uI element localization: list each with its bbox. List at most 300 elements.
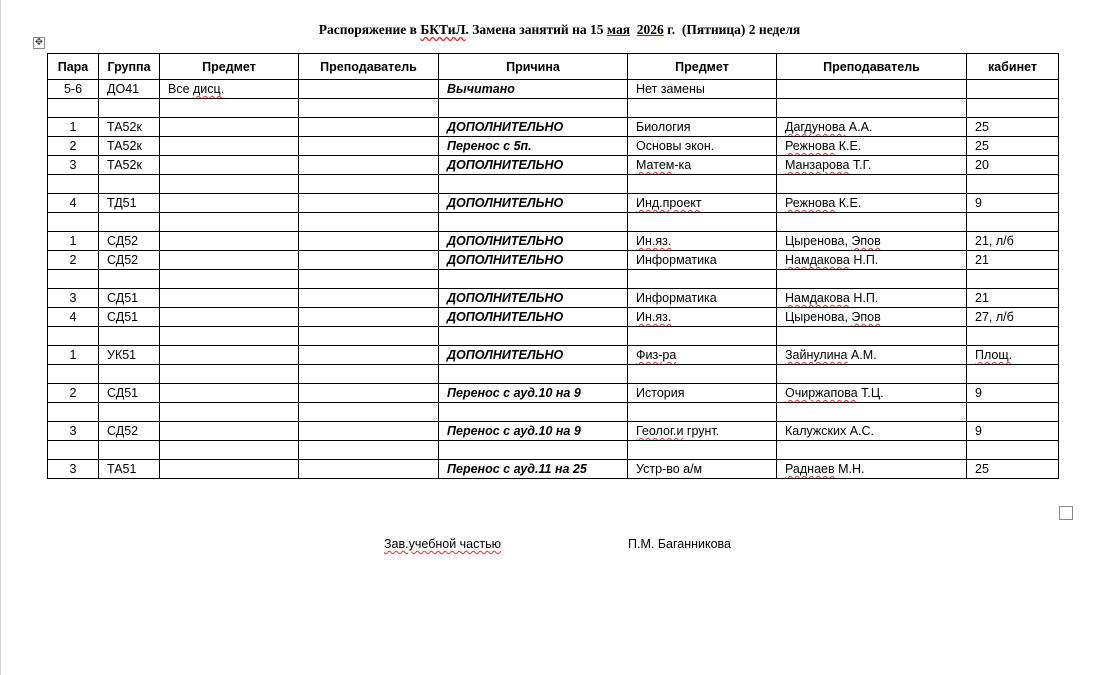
table-row: [48, 441, 1059, 460]
cell-new-teacher[interactable]: [777, 327, 967, 346]
cell-text: 3: [69, 291, 77, 305]
cell-reason[interactable]: [439, 441, 628, 460]
cell-teacher[interactable]: [299, 270, 439, 289]
cell-group[interactable]: [99, 251, 160, 270]
cell-text: 1: [69, 120, 77, 134]
cell-subject[interactable]: [160, 156, 299, 175]
cell-subject[interactable]: [160, 289, 299, 308]
cell-text: 3: [69, 462, 77, 476]
cell-text: История: [636, 386, 685, 400]
cell-text: 9: [975, 424, 982, 438]
cell-new-teacher[interactable]: [777, 194, 967, 213]
cell-text: ДО41: [107, 82, 140, 96]
header-subject: Предмет: [160, 54, 299, 80]
header-room: кабинет: [967, 54, 1059, 80]
cell-text: 21, л/б: [975, 234, 1014, 248]
cell-pair[interactable]: [48, 175, 99, 194]
title-gap: [630, 22, 637, 37]
cell-text: Намдакова Н.П.: [785, 291, 879, 305]
cell-new-subject[interactable]: [628, 118, 777, 137]
spellcheck-mark: Намдакова: [785, 253, 850, 267]
cell-text: ТА52к: [107, 120, 142, 134]
cell-group[interactable]: [99, 403, 160, 422]
table-row: [48, 175, 1059, 194]
spellcheck-mark: Ин.яз.: [636, 310, 672, 324]
cell-subject[interactable]: [160, 327, 299, 346]
cell-teacher[interactable]: [299, 80, 439, 99]
spellcheck-mark: Площ.: [975, 348, 1013, 362]
cell-new-subject[interactable]: [628, 327, 777, 346]
footer-signer-text: П.М. Баганникова: [628, 537, 732, 551]
cell-room[interactable]: [967, 422, 1059, 441]
cell-new-subject[interactable]: [628, 308, 777, 327]
cell-new-teacher[interactable]: [777, 346, 967, 365]
cell-reason[interactable]: [439, 213, 628, 232]
title-prefix: Распоряжение в: [318, 22, 421, 37]
cell-group[interactable]: [99, 289, 160, 308]
cell-subject[interactable]: [160, 251, 299, 270]
table-row: [48, 422, 1059, 441]
cell-reason[interactable]: [439, 80, 628, 99]
cell-group[interactable]: [99, 422, 160, 441]
cell-room[interactable]: [967, 308, 1059, 327]
cell-pair[interactable]: [48, 289, 99, 308]
document-title: [0, 22, 1119, 38]
cell-group[interactable]: [99, 327, 160, 346]
cell-group[interactable]: [99, 308, 160, 327]
cell-group[interactable]: [99, 460, 160, 479]
cell-reason[interactable]: [439, 194, 628, 213]
cell-text: 3: [69, 158, 77, 172]
cell-text: Режнова К.Е.: [785, 139, 862, 153]
cell-pair[interactable]: [48, 137, 99, 156]
spellcheck-mark: Эпов: [851, 310, 881, 324]
cell-pair[interactable]: [48, 403, 99, 422]
cell-new-teacher[interactable]: [777, 232, 967, 251]
cell-pair[interactable]: [48, 251, 99, 270]
cell-room[interactable]: [967, 137, 1059, 156]
cell-new-teacher[interactable]: [777, 308, 967, 327]
cell-subject[interactable]: [160, 308, 299, 327]
cell-new-teacher[interactable]: [777, 137, 967, 156]
cell-text: Калужских А.С.: [785, 424, 875, 438]
table-row: [48, 137, 1059, 156]
cell-group[interactable]: [99, 213, 160, 232]
cell-subject[interactable]: [160, 80, 299, 99]
title-year: 2026: [636, 22, 664, 37]
cell-reason[interactable]: [439, 403, 628, 422]
cell-text: 25: [975, 120, 989, 134]
title-org: БКТиЛ: [420, 22, 466, 37]
cell-reason[interactable]: [439, 99, 628, 118]
cell-text: Все дисц.: [168, 82, 225, 96]
spellcheck-mark: Геолог.и: [636, 424, 684, 438]
cell-group[interactable]: [99, 80, 160, 99]
cell-new-subject[interactable]: [628, 460, 777, 479]
schedule-table: [47, 53, 1059, 479]
cell-teacher[interactable]: [299, 99, 439, 118]
cell-teacher[interactable]: [299, 156, 439, 175]
cell-pair[interactable]: [48, 118, 99, 137]
cell-text: ТА52к: [107, 139, 142, 153]
cell-text: 2: [69, 139, 77, 153]
table-row: [48, 403, 1059, 422]
cell-room[interactable]: [967, 175, 1059, 194]
cell-text: ДОПОЛНИТЕЛЬНО: [447, 158, 564, 172]
cell-text: Устр-во а/м: [636, 462, 703, 476]
spellcheck-mark: Зайнулина: [785, 348, 848, 362]
spellcheck-mark: Очиржапова: [785, 386, 858, 400]
cell-new-teacher[interactable]: [777, 384, 967, 403]
cell-room[interactable]: [967, 80, 1059, 99]
cell-new-subject[interactable]: [628, 251, 777, 270]
cell-pair[interactable]: [48, 213, 99, 232]
spellcheck-mark: Режнова: [785, 196, 836, 210]
cell-group[interactable]: [99, 270, 160, 289]
spellcheck-mark: Ин.яз.: [636, 234, 672, 248]
cell-text: [636, 310, 671, 324]
cell-new-subject[interactable]: [628, 213, 777, 232]
title-suffix: г. (Пятница) 2 неделя: [663, 22, 801, 37]
cell-subject[interactable]: [160, 460, 299, 479]
cell-new-teacher[interactable]: [777, 175, 967, 194]
cell-new-teacher[interactable]: [777, 251, 967, 270]
cell-text: 5-6: [63, 82, 83, 96]
cell-room[interactable]: [967, 441, 1059, 460]
title-month: мая: [606, 22, 631, 37]
cell-text: 25: [975, 462, 989, 476]
cell-pair[interactable]: [48, 327, 99, 346]
cell-text: ДОПОЛНИТЕЛЬНО: [447, 348, 564, 362]
cell-new-subject[interactable]: [628, 194, 777, 213]
cell-group[interactable]: [99, 137, 160, 156]
cell-text: 9: [975, 196, 982, 210]
cell-text: 20: [975, 158, 989, 172]
cell-pair[interactable]: [48, 270, 99, 289]
cell-teacher[interactable]: [299, 460, 439, 479]
cell-reason[interactable]: [439, 346, 628, 365]
cell-group[interactable]: [99, 156, 160, 175]
cell-room[interactable]: [967, 118, 1059, 137]
cell-subject[interactable]: [160, 403, 299, 422]
cell-room[interactable]: [967, 403, 1059, 422]
cell-new-subject[interactable]: [628, 384, 777, 403]
cell-new-teacher[interactable]: [777, 156, 967, 175]
table-row: [48, 194, 1059, 213]
cell-reason[interactable]: [439, 365, 628, 384]
header-reason: Причина: [439, 54, 628, 80]
cell-teacher[interactable]: [299, 289, 439, 308]
cell-room[interactable]: [967, 346, 1059, 365]
cell-text: ТД51: [107, 196, 137, 210]
table-move-handle-icon[interactable]: ✥: [34, 37, 44, 48]
cell-reason[interactable]: [439, 384, 628, 403]
cell-text: Перенос с 5п.: [447, 139, 532, 153]
cell-teacher[interactable]: [299, 137, 439, 156]
cell-text: [636, 196, 702, 210]
cell-text: Вычитано: [447, 82, 515, 96]
cell-text: ДОПОЛНИТЕЛЬНО: [447, 120, 564, 134]
cell-text: Манзарова Т.Г.: [785, 158, 872, 172]
table-row: [48, 384, 1059, 403]
table-row: [48, 232, 1059, 251]
cell-pair[interactable]: [48, 308, 99, 327]
cell-subject[interactable]: [160, 194, 299, 213]
cell-text: [636, 348, 676, 362]
cell-new-teacher[interactable]: [777, 80, 967, 99]
cell-reason[interactable]: [439, 156, 628, 175]
cell-new-subject[interactable]: [628, 289, 777, 308]
cell-new-teacher[interactable]: [777, 403, 967, 422]
header-new-teacher: Преподаватель: [777, 54, 967, 80]
cell-text: 3: [69, 424, 77, 438]
cell-teacher[interactable]: [299, 441, 439, 460]
cell-new-teacher[interactable]: [777, 460, 967, 479]
cell-text: 4: [69, 196, 77, 210]
cell-group[interactable]: [99, 175, 160, 194]
table-row: [48, 460, 1059, 479]
cell-group[interactable]: [99, 99, 160, 118]
cell-text: ДОПОЛНИТЕЛЬНО: [447, 291, 564, 305]
cell-pair[interactable]: [48, 346, 99, 365]
spellcheck-mark: Раднаев: [785, 462, 835, 476]
table-row: [48, 289, 1059, 308]
cell-new-subject[interactable]: [628, 137, 777, 156]
cell-text: УК51: [107, 348, 137, 362]
cell-new-teacher[interactable]: [777, 99, 967, 118]
cell-teacher[interactable]: [299, 403, 439, 422]
cell-new-subject[interactable]: [628, 422, 777, 441]
cell-teacher[interactable]: [299, 118, 439, 137]
cell-text: ДОПОЛНИТЕЛЬНО: [447, 310, 564, 324]
cell-room[interactable]: [967, 460, 1059, 479]
table-row: [48, 156, 1059, 175]
cell-room[interactable]: [967, 384, 1059, 403]
cell-teacher[interactable]: [299, 422, 439, 441]
cell-text: Намдакова Н.П.: [785, 253, 879, 267]
cell-teacher[interactable]: [299, 365, 439, 384]
title-mid: . Замена занятий на 15: [465, 22, 607, 37]
cell-teacher[interactable]: [299, 327, 439, 346]
header-pair: Пара: [48, 54, 99, 80]
cell-text: Перенос с ауд.10 на 9: [447, 386, 581, 400]
cell-subject[interactable]: [160, 365, 299, 384]
cell-text: ТА52к: [107, 158, 142, 172]
cell-reason[interactable]: [439, 308, 628, 327]
table-row: [48, 213, 1059, 232]
cell-new-subject[interactable]: [628, 156, 777, 175]
cell-reason[interactable]: [439, 422, 628, 441]
page-edge: [0, 0, 1, 675]
cell-new-subject[interactable]: [628, 365, 777, 384]
cell-room[interactable]: [967, 251, 1059, 270]
cell-subject[interactable]: [160, 175, 299, 194]
cell-text: Информатика: [636, 253, 717, 267]
cell-text: 21: [975, 253, 989, 267]
cell-text: 4: [69, 310, 77, 324]
cell-reason[interactable]: [439, 251, 628, 270]
cell-teacher[interactable]: [299, 308, 439, 327]
cell-text: Нет замены: [636, 82, 705, 96]
header-teacher: Преподаватель: [299, 54, 439, 80]
cell-text: 1: [69, 234, 77, 248]
cell-subject[interactable]: [160, 99, 299, 118]
cell-subject[interactable]: [160, 232, 299, 251]
cell-new-subject[interactable]: [628, 99, 777, 118]
cell-text: ДОПОЛНИТЕЛЬНО: [447, 234, 564, 248]
cell-pair[interactable]: [48, 365, 99, 384]
spellcheck-mark: Физ-ра: [636, 348, 677, 362]
cell-subject[interactable]: [160, 384, 299, 403]
cell-pair[interactable]: [48, 194, 99, 213]
spellcheck-mark: Матем: [636, 158, 675, 172]
cell-room[interactable]: [967, 99, 1059, 118]
cell-text: Дагдунова А.А.: [785, 120, 873, 134]
cell-reason[interactable]: [439, 118, 628, 137]
cell-text: [636, 234, 671, 248]
footer-signer: [628, 537, 731, 551]
cell-text: Перенос с ауд.10 на 9: [447, 424, 581, 438]
header-new-subject: Предмет: [628, 54, 777, 80]
cell-reason[interactable]: [439, 460, 628, 479]
cell-room[interactable]: [967, 289, 1059, 308]
cell-text: Цыренова, Эпов: [785, 310, 881, 324]
spellcheck-mark: Намдакова: [785, 291, 850, 305]
cell-teacher[interactable]: [299, 213, 439, 232]
cell-pair[interactable]: [48, 232, 99, 251]
cell-teacher[interactable]: [299, 346, 439, 365]
cell-text: Перенос с ауд.11 на 25: [447, 462, 587, 476]
table-resize-handle-icon[interactable]: [1059, 506, 1073, 520]
spellcheck-mark: Эпов: [851, 234, 881, 248]
table-row: [48, 80, 1059, 99]
cell-teacher[interactable]: [299, 232, 439, 251]
cell-reason[interactable]: [439, 137, 628, 156]
cell-new-subject[interactable]: [628, 232, 777, 251]
cell-teacher[interactable]: [299, 175, 439, 194]
cell-group[interactable]: [99, 232, 160, 251]
cell-text: ТА51: [107, 462, 137, 476]
cell-group[interactable]: [99, 194, 160, 213]
footer-position-text: Зав.учебной частью: [384, 537, 501, 551]
table-row: [48, 308, 1059, 327]
cell-text: [975, 348, 1012, 362]
cell-new-teacher[interactable]: [777, 213, 967, 232]
cell-room[interactable]: [967, 365, 1059, 384]
cell-pair[interactable]: [48, 441, 99, 460]
cell-new-subject[interactable]: [628, 80, 777, 99]
cell-group[interactable]: [99, 346, 160, 365]
cell-text: Цыренова, Эпов: [785, 234, 881, 248]
cell-subject[interactable]: [160, 213, 299, 232]
cell-text: Очиржапова Т.Ц.: [785, 386, 884, 400]
cell-reason[interactable]: [439, 289, 628, 308]
cell-room[interactable]: [967, 194, 1059, 213]
cell-new-teacher[interactable]: [777, 422, 967, 441]
cell-reason[interactable]: [439, 175, 628, 194]
cell-pair[interactable]: [48, 422, 99, 441]
cell-new-subject[interactable]: [628, 441, 777, 460]
cell-text: 21: [975, 291, 989, 305]
cell-text: СД51: [107, 291, 139, 305]
cell-group[interactable]: [99, 118, 160, 137]
cell-group[interactable]: [99, 384, 160, 403]
cell-group[interactable]: [99, 441, 160, 460]
cell-text: ДОПОЛНИТЕЛЬНО: [447, 253, 564, 267]
cell-room[interactable]: [967, 327, 1059, 346]
cell-pair[interactable]: [48, 99, 99, 118]
cell-new-teacher[interactable]: [777, 118, 967, 137]
cell-new-subject[interactable]: [628, 270, 777, 289]
footer-position: [384, 537, 501, 551]
cell-text: СД52: [107, 253, 139, 267]
cell-new-teacher[interactable]: [777, 365, 967, 384]
cell-text: 25: [975, 139, 989, 153]
cell-teacher[interactable]: [299, 194, 439, 213]
cell-group[interactable]: [99, 365, 160, 384]
table-row: [48, 365, 1059, 384]
cell-text: 9: [975, 386, 982, 400]
cell-new-subject[interactable]: [628, 403, 777, 422]
cell-text: СД51: [107, 310, 139, 324]
spellcheck-mark: Инд.проект: [636, 196, 702, 210]
cell-new-subject[interactable]: [628, 175, 777, 194]
cell-pair[interactable]: [48, 156, 99, 175]
cell-pair[interactable]: [48, 80, 99, 99]
cell-room[interactable]: [967, 156, 1059, 175]
cell-new-subject[interactable]: [628, 346, 777, 365]
table-row: [48, 270, 1059, 289]
cell-subject[interactable]: [160, 346, 299, 365]
cell-teacher[interactable]: [299, 384, 439, 403]
cell-room[interactable]: [967, 270, 1059, 289]
cell-new-teacher[interactable]: [777, 289, 967, 308]
cell-text: СД52: [107, 234, 139, 248]
cell-new-teacher[interactable]: [777, 270, 967, 289]
spellcheck-mark: дисц.: [193, 82, 225, 96]
cell-subject[interactable]: [160, 137, 299, 156]
cell-text: СД52: [107, 424, 139, 438]
cell-teacher[interactable]: [299, 251, 439, 270]
table-row: [48, 118, 1059, 137]
cell-subject[interactable]: [160, 441, 299, 460]
table-row: [48, 99, 1059, 118]
cell-subject[interactable]: [160, 422, 299, 441]
cell-room[interactable]: [967, 213, 1059, 232]
cell-subject[interactable]: [160, 118, 299, 137]
cell-subject[interactable]: [160, 270, 299, 289]
cell-text: Матем-ка: [636, 158, 692, 172]
cell-pair[interactable]: [48, 460, 99, 479]
table-row: [48, 327, 1059, 346]
cell-reason[interactable]: [439, 270, 628, 289]
header-group: Группа: [99, 54, 160, 80]
cell-text: Геолог.и грунт.: [636, 424, 720, 438]
cell-text: 1: [69, 348, 77, 362]
table-row: [48, 251, 1059, 270]
cell-room[interactable]: [967, 232, 1059, 251]
cell-text: Зайнулина А.М.: [785, 348, 877, 362]
cell-text: Биология: [636, 120, 691, 134]
cell-text: 2: [69, 386, 77, 400]
cell-reason[interactable]: [439, 327, 628, 346]
cell-pair[interactable]: [48, 384, 99, 403]
cell-text: ДОПОЛНИТЕЛЬНО: [447, 196, 564, 210]
cell-text: 27, л/б: [975, 310, 1014, 324]
cell-text: Режнова К.Е.: [785, 196, 862, 210]
cell-reason[interactable]: [439, 232, 628, 251]
cell-new-teacher[interactable]: [777, 441, 967, 460]
